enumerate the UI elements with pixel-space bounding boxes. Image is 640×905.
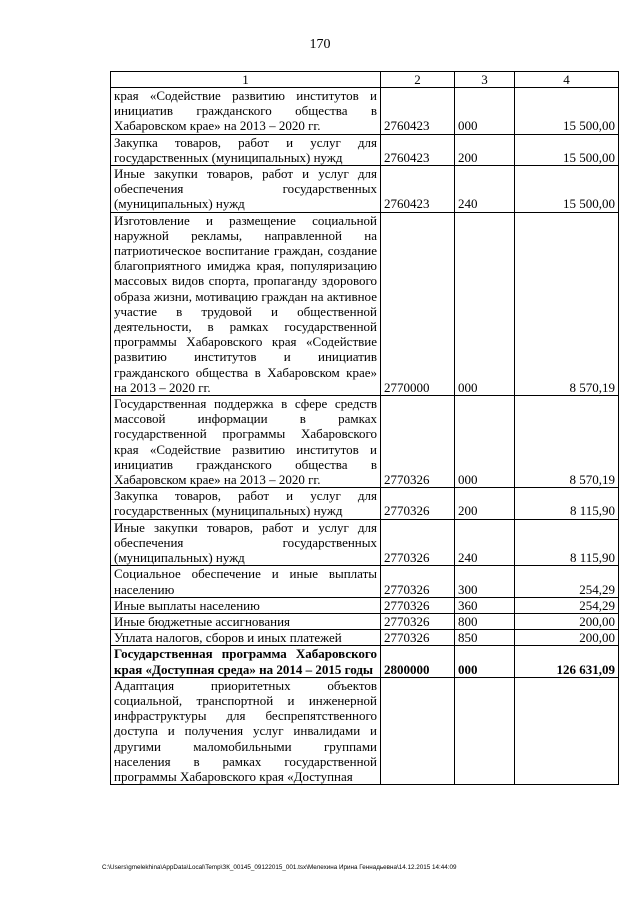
row-sum: 8 570,19 xyxy=(515,212,619,395)
table-row xyxy=(111,519,619,566)
row-code: 2770326 xyxy=(381,519,455,566)
page-number: 170 xyxy=(309,37,331,52)
row-sum: 126 631,09 xyxy=(515,646,619,677)
row-name: Иные выплаты населению xyxy=(111,597,381,613)
row-name: Иные закупки товаров, работ и услуг для обеспечения государственных (муниципальных) нужд xyxy=(111,166,381,213)
row-type: 300 xyxy=(455,566,515,597)
header-col-3: 3 xyxy=(455,72,515,88)
row-code: 2760423 xyxy=(381,88,455,135)
table-row xyxy=(111,677,619,784)
row-code: 2770326 xyxy=(381,597,455,613)
table-row xyxy=(111,88,619,135)
row-name: Государственная программа Хабаровского края «Доступная среда» на 2014 – 2015 годы xyxy=(111,646,381,677)
table-row xyxy=(111,566,619,597)
row-type: 200 xyxy=(455,134,515,165)
header-col-4: 4 xyxy=(515,72,619,88)
row-sum: 200,00 xyxy=(515,613,619,629)
row-code: 2770326 xyxy=(381,566,455,597)
table-row xyxy=(111,212,619,395)
table-row xyxy=(111,396,619,488)
row-code: 2760423 xyxy=(381,134,455,165)
row-sum: 15 500,00 xyxy=(515,166,619,213)
row-type: 000 xyxy=(455,396,515,488)
row-sum: 8 115,90 xyxy=(515,519,619,566)
table-row-program-total xyxy=(111,646,619,677)
row-code: 2770326 xyxy=(381,613,455,629)
row-sum: 15 500,00 xyxy=(515,88,619,135)
row-type: 000 xyxy=(455,646,515,677)
row-type: 360 xyxy=(455,597,515,613)
row-name: края «Содействие развитию институтов и инициатив гражданского общества в Хабаровском крае» на 2013 – 2020 гг. xyxy=(111,88,381,135)
row-code: 2770326 xyxy=(381,488,455,519)
header-col-2: 2 xyxy=(381,72,455,88)
table-row xyxy=(111,488,619,519)
row-code: 2770326 xyxy=(381,396,455,488)
row-type: 800 xyxy=(455,613,515,629)
row-name: Закупка товаров, работ и услуг для государственных (муниципальных) нужд xyxy=(111,488,381,519)
row-name: Социальное обеспечение и иные выплаты населению xyxy=(111,566,381,597)
row-code xyxy=(381,677,455,784)
row-type: 850 xyxy=(455,630,515,646)
row-name: Иные закупки товаров, работ и услуг для обеспечения государственных (муниципальных) нужд xyxy=(111,519,381,566)
budget-table xyxy=(110,71,619,785)
file-path-footer: C:\Users\gmelekhina\AppData\Local\Temp\ЗК_00145_09122015_001.tsx\Мелехина Ирина Геннадьевна\14.12.2015 14:44:09 xyxy=(102,864,457,871)
header-col-1: 1 xyxy=(111,72,381,88)
row-type xyxy=(455,677,515,784)
table-row xyxy=(111,613,619,629)
row-type: 240 xyxy=(455,166,515,213)
row-sum: 254,29 xyxy=(515,597,619,613)
row-name: Государственная поддержка в сфере средств массовой информации в рамках государственной программы Хабаровского края «Содействие развитию институтов и инициатив гражданского общества в Хабаровском крае» на 2013 – 2020 гг. xyxy=(111,396,381,488)
row-name: Уплата налогов, сборов и иных платежей xyxy=(111,630,381,646)
table-row xyxy=(111,597,619,613)
table-header-row xyxy=(111,72,619,88)
row-type: 000 xyxy=(455,212,515,395)
row-name: Закупка товаров, работ и услуг для государственных (муниципальных) нужд xyxy=(111,134,381,165)
row-sum xyxy=(515,677,619,784)
table-row xyxy=(111,630,619,646)
row-sum: 8 570,19 xyxy=(515,396,619,488)
row-name: Адаптация приоритетных объектов социальной, транспортной и инженерной инфраструктуры для беспрепятственного доступа и получения услуг инвалидами и другими маломобильными группами населения в рамках государственной программы Хабаровского края «Доступная xyxy=(111,677,381,784)
row-type: 000 xyxy=(455,88,515,135)
row-name: Изготовление и размещение социальной наружной рекламы, направленной на патриотическое воспитание граждан, создание благоприятного имиджа края, популяризацию массовых видов спорта, пропаганду здорового образа жизни, мотивацию граждан на активное участие в трудовой и общественной деятельности, в рамках государственной программы Хабаровского края «Содействие развитию институтов и инициатив гражданского общества в Хабаровском крае» на 2013 – 2020 гг. xyxy=(111,212,381,395)
row-type: 200 xyxy=(455,488,515,519)
table-row xyxy=(111,166,619,213)
row-name: Иные бюджетные ассигнования xyxy=(111,613,381,629)
row-code: 2770326 xyxy=(381,630,455,646)
row-code: 2800000 xyxy=(381,646,455,677)
row-sum: 254,29 xyxy=(515,566,619,597)
row-code: 2770000 xyxy=(381,212,455,395)
row-sum: 8 115,90 xyxy=(515,488,619,519)
row-sum: 200,00 xyxy=(515,630,619,646)
row-sum: 15 500,00 xyxy=(515,134,619,165)
row-code: 2760423 xyxy=(381,166,455,213)
row-type: 240 xyxy=(455,519,515,566)
table-row xyxy=(111,134,619,165)
